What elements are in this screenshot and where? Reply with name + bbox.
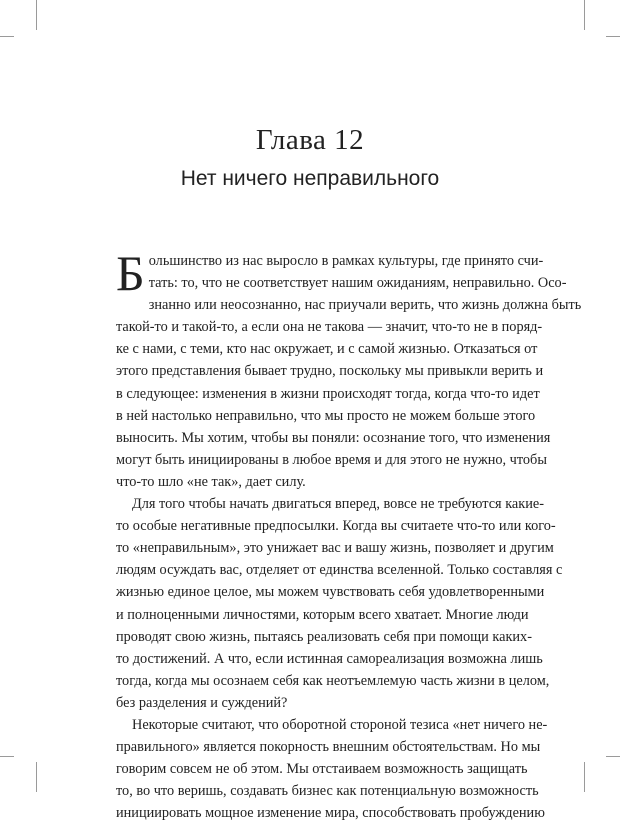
crop-mark-top-left (36, 0, 37, 30)
chapter-title: Нет ничего неправильного (180, 167, 440, 190)
text-line: говорим совсем не об этом. Мы отстаиваем возможность защищать (116, 761, 528, 778)
text-line: без разделения и суждений? (116, 694, 288, 711)
text-line: в ней настолько неправильно, что мы просто не можем больше этого (116, 407, 536, 424)
text-line: проводят свою жизнь, пытаясь реализовать себя при помощи каких- (116, 628, 532, 645)
chapter-number: Глава 12 (255, 124, 365, 156)
crop-mark-bottom-left (36, 762, 37, 792)
crop-mark-top-left-h (0, 36, 14, 37)
crop-mark-bottom-right-h (606, 756, 620, 757)
text-line: ольшинство из нас выросло в рамках культуры, где принято счи- (148, 253, 544, 269)
text-line: этого представления бывает трудно, поскольку мы привыкли верить и (116, 363, 544, 380)
crop-mark-top-right (584, 0, 585, 30)
crop-mark-top-right-h (606, 36, 620, 37)
text-line: и полноценными личностями, которым всего хватает. Многие люди (116, 606, 529, 623)
text-line: тать: то, что не соответствует нашим ожиданиям, неправильно. Осо- (148, 275, 567, 292)
text-line: то достижений. А что, если истинная самореализация возможна лишь (116, 650, 543, 667)
body-text (116, 245, 582, 824)
text-line: то особые негативные предпосылки. Когда вы считаете что-то или кого- (116, 518, 556, 535)
text-line: то, во что веришь, создавать бизнес как потенциальную возможность (116, 783, 539, 800)
text-line: правильного» является покорность внешним обстоятельствам. Но мы (116, 739, 541, 756)
drop-cap: Б (116, 245, 145, 301)
text-line: то «неправильным», это унижает вас и вашу жизнь, позволяет и другим (116, 540, 554, 557)
paragraph-1 (116, 245, 582, 493)
crop-mark-bottom-left-h (0, 756, 14, 757)
text-line: в следующее: изменения в жизни происходят тогда, когда что-то идет (116, 385, 540, 402)
text-line: что-то шло «не так», дает силу. (116, 473, 306, 490)
text-line: жизнью единое целое, мы можем чувствовать себя удовлетворенными (116, 584, 545, 601)
text-line: такой-то и такой-то, а если она не такова — значит, что-то не в поряд- (116, 319, 543, 336)
crop-mark-bottom-right (584, 762, 585, 792)
text-line: ке с нами, с теми, кто нас окружает, и с самой жизнью. Отказаться от (116, 341, 538, 358)
text-line: выносить. Мы хотим, чтобы вы поняли: осознание того, что изменения (116, 429, 551, 446)
text-line: Для того чтобы начать двигаться вперед, вовсе не требуются какие- (132, 496, 544, 513)
text-line: могут быть инициированы в любое время и для этого не нужно, чтобы (116, 451, 547, 468)
text-line: Некоторые считают, что оборотной стороной тезиса «нет ничего не- (132, 716, 548, 733)
paragraph-2 (116, 493, 563, 714)
text-line: людям осуждать вас, отделяет от единства вселенной. Только составляя с (116, 562, 563, 579)
text-line: инициировать мощное изменение мира, способствовать пробуждению (116, 805, 545, 822)
text-line: знанно или неосознанно, нас приучали верить, что жизнь должна быть (148, 297, 582, 314)
paragraph-3 (116, 714, 548, 824)
text-line: тогда, когда мы осознаем себя как неотъемлемую часть жизни в целом, (116, 672, 550, 689)
